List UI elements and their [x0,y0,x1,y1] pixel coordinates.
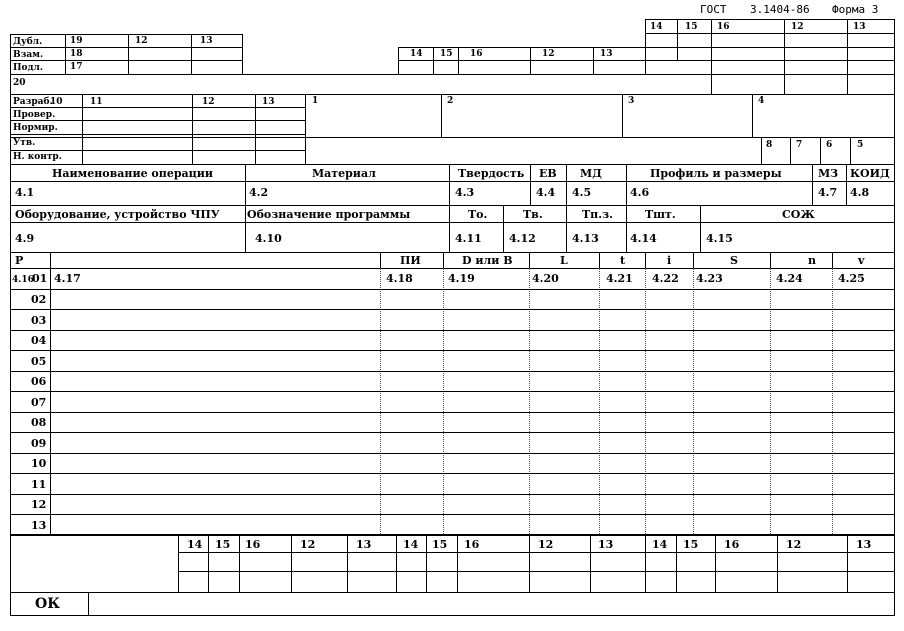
podl-num: 17 [70,62,83,72]
hdr-soj: СОЖ [782,208,815,221]
label-normir: Нормир. [13,123,58,133]
gost-label: ГОСТ [700,3,727,16]
val-4-19: 4.19 [448,272,475,285]
row-num: 03 [31,314,47,327]
row-num-01: 01 [32,272,48,285]
table-row-line [10,309,895,310]
col-t: t [620,254,626,267]
dubl-num: 19 [70,36,83,46]
mid-cell-14: 14 [410,49,423,59]
val-4-25: 4.25 [838,272,865,285]
hdr-mz: МЗ [818,167,839,180]
bottom-cell-13: 13 [356,538,372,551]
bottom-cell-14b: 14 [403,538,419,551]
bottom-cell-15: 15 [215,538,231,551]
label-razrab: Разраб. [13,97,53,107]
cell-7: 7 [796,140,803,150]
bottom-cell-12c: 12 [786,538,802,551]
field-3: 3 [628,96,635,106]
row-num: 05 [31,355,47,368]
col-p: Р [15,254,24,267]
val-4-1: 4.1 [15,186,35,199]
razrab-col-12: 12 [202,97,215,107]
top-cell-14: 14 [650,22,663,32]
row-num: 06 [31,375,47,388]
val-4-14: 4.14 [630,232,657,245]
val-4-13: 4.13 [572,232,599,245]
val-4-24: 4.24 [776,272,803,285]
field-2: 2 [447,96,454,106]
col-s: S [730,254,738,267]
val-4-8: 4.8 [850,186,870,199]
hdr-ev: ЕВ [539,167,557,180]
cell-5: 5 [857,140,864,150]
col-l: L [560,254,568,267]
hdr-tsht: Тшт. [645,208,676,221]
val-4-4: 4.4 [536,186,556,199]
hdr-program: Обозначение программы [247,208,411,221]
val-4-20: 4.20 [532,272,559,285]
table-row-line [10,514,895,515]
row-num: 09 [31,437,47,450]
row-20: 20 [13,78,26,88]
row-num: 04 [31,334,47,347]
bottom-cell-16c: 16 [724,538,740,551]
table-row-line [10,350,895,351]
val-4-23: 4.23 [696,272,723,285]
val-4-22: 4.22 [652,272,679,285]
field-4: 4 [758,96,765,106]
table-row-line [10,371,895,372]
dubl-12: 12 [135,36,148,46]
val-4-21: 4.21 [606,272,633,285]
val-4-7: 4.7 [818,186,838,199]
val-4-10: 4.10 [255,232,282,245]
bottom-cell-14c: 14 [652,538,668,551]
footer-ok: ОК [35,596,60,612]
table-row-line [10,330,895,331]
val-4-15: 4.15 [706,232,733,245]
bottom-cell-15b: 15 [432,538,448,551]
razrab-num: 10 [50,97,63,107]
bottom-cell-13c: 13 [856,538,872,551]
hdr-operation-name: Наименование операции [52,167,214,180]
val-4-6: 4.6 [630,186,650,199]
top-cell-15: 15 [685,22,698,32]
table-row-line [10,432,895,433]
label-podl: Подл. [13,63,43,73]
bottom-cell-16b: 16 [464,538,480,551]
mid-cell-12: 12 [542,49,555,59]
label-utv: Утв. [13,138,36,148]
cell-6: 6 [826,140,833,150]
table-row-line [10,453,895,454]
val-4-5: 4.5 [572,186,592,199]
row-num: 08 [31,416,47,429]
table-row-line [10,391,895,392]
col-pi: ПИ [400,254,421,267]
row-num: 11 [31,478,47,491]
bottom-cell-16: 16 [245,538,261,551]
val-4-17: 4.17 [54,272,81,285]
hdr-tv: Тв. [523,208,543,221]
vzam-num: 18 [70,49,83,59]
mid-cell-13: 13 [600,49,613,59]
bottom-cell-14: 14 [187,538,203,551]
gost-number: 3.1404-86 [750,3,810,16]
top-cell-13: 13 [853,22,866,32]
label-vzam: Взам. [13,50,44,60]
form-label: Форма 3 [832,3,879,16]
mid-cell-16: 16 [470,49,483,59]
razrab-col-13: 13 [262,97,275,107]
table-row-line [10,412,895,413]
val-4-2: 4.2 [249,186,269,199]
val-4-11: 4.11 [455,232,482,245]
label-dubl: Дубл. [13,37,43,47]
col-i: i [667,254,672,267]
row-num: 02 [31,293,47,306]
hdr-equipment: Оборудование, устройство ЧПУ [15,208,220,221]
top-cell-16: 16 [717,22,730,32]
val-4-9: 4.9 [15,232,35,245]
bottom-cell-13b: 13 [598,538,614,551]
table-row-line [10,473,895,474]
val-4-12: 4.12 [509,232,536,245]
row-num: 13 [31,519,47,532]
row-num: 10 [31,457,47,470]
table-row-line [10,535,895,536]
table-row-line [10,289,895,290]
razrab-col-11: 11 [90,97,103,107]
cell-8: 8 [766,140,773,150]
hdr-to: То. [468,208,488,221]
col-v: v [858,254,865,267]
hdr-material: Материал [312,167,376,180]
label-nkontr: Н. контр. [13,152,62,162]
hdr-hardness: Твердость [458,167,525,180]
bottom-cell-12b: 12 [538,538,554,551]
row-num: 12 [31,498,47,511]
table-row-line [10,494,895,495]
top-cell-12: 12 [791,22,804,32]
col-d-or-b: D или В [462,254,513,267]
field-1: 1 [312,96,319,106]
hdr-profile: Профиль и размеры [650,167,782,180]
val-4-18: 4.18 [386,272,413,285]
dubl-13: 13 [200,36,213,46]
row-code-4-16: 4.16 [12,275,34,285]
hdr-koid: КОИД [850,167,890,180]
bottom-cell-15c: 15 [683,538,699,551]
bottom-cell-12: 12 [300,538,316,551]
mid-cell-15: 15 [440,49,453,59]
label-prover: Провер. [13,110,56,120]
hdr-tpz: Тп.з. [582,208,613,221]
row-num: 07 [31,396,47,409]
val-4-3: 4.3 [455,186,475,199]
hdr-md: МД [580,167,602,180]
col-n: n [808,254,816,267]
